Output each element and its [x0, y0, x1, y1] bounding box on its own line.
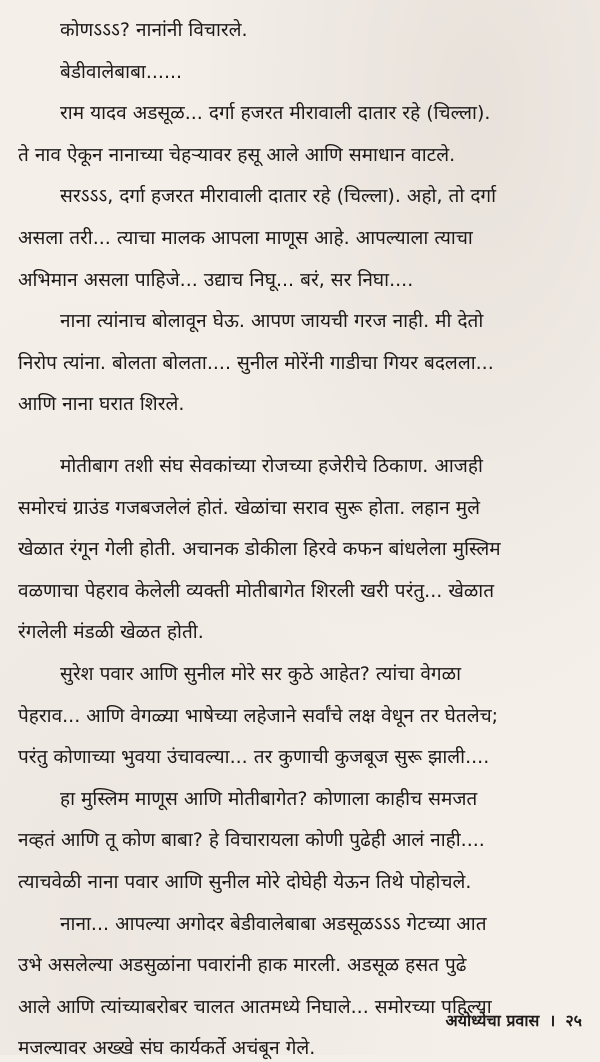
text-line-18: परंतु कोणाच्या भुवया उंचावल्या... तर कुणाची कुजबूज सुरू झाली.... — [18, 746, 490, 768]
page-footer — [446, 1010, 583, 1032]
text-line-22: नाना... आपल्या अगोदर बेडीवालेबाबा अडसूळऽऽऽ गेटच्या आत — [60, 913, 487, 935]
text-line-2: बेडीवालेबाबा...... — [60, 61, 183, 83]
text-line-23: उभे असलेल्या अडसुळांना पवारांनी हाक मारली. अडसूळ हसत पुढे — [18, 954, 467, 976]
text-line-21: त्याचवेळी नाना पवार आणि सुनील मोरे दोघेही येऊन तिथे पोहोचले. — [18, 871, 472, 893]
text-line-17: पेहराव... आणि वेगळ्या भाषेच्या लहेजाने सर्वांचे लक्ष वेधून तर घेतलेच; — [18, 705, 499, 727]
text-line-19: हा मुस्लिम माणूस आणि मोतीबागेत? कोणाला काहीच समजत — [60, 788, 478, 810]
text-line-16: सुरेश पवार आणि सुनील मोरे सर कुठे आहेत? त्यांचा वेगळा — [60, 663, 461, 685]
text-line-4: ते नाव ऐकून नानाच्या चेहऱ्यावर हसू आले आणि समाधान वाटले. — [18, 144, 456, 166]
page-number: २५ — [565, 1011, 582, 1030]
text-line-11: मोतीबाग तशी संघ सेवकांच्या रोजच्या हजेरीचे ठिकाण. आजही — [60, 455, 483, 477]
text-line-9: निरोप त्यांना. बोलता बोलता.... सुनील मोरेंनी गाडीचा गियर बदलला... — [18, 352, 494, 374]
text-line-15: रंगलेली मंडळी खेळत होती. — [18, 621, 204, 643]
text-line-12: समोरचं ग्राउंड गजबजलेलं होतं. खेळांचा सराव सुरू होता. लहान मुले — [18, 497, 480, 519]
text-line-1: कोणऽऽऽ? नानांनी विचारले. — [60, 19, 248, 41]
text-line-13: खेळात रंगून गेली होती. अचानक डोकीला हिरवे कफन बांधलेला मुस्लिम — [18, 538, 501, 560]
text-line-25: मजल्यावर अख्खे संघ कार्यकर्ते अचंबून गेले. — [18, 1037, 316, 1059]
text-line-24: आले आणि त्यांच्याबरोबर चालत आतमध्ये निघाले... समोरच्या पहिल्या — [18, 996, 492, 1018]
text-line-14: वळणाचा पेहराव केलेली व्यक्ती मोतीबागेत शिरली खरी परंतु... खेळात — [18, 580, 495, 602]
text-line-8: नाना त्यांनाच बोलावून घेऊ. आपण जायची गरज नाही. मी देतो — [60, 310, 484, 332]
text-line-10: आणि नाना घरात शिरले. — [18, 393, 185, 415]
book-title: अयोध्येचा प्रवास — [445, 1011, 540, 1030]
text-line-5: सरऽऽऽ, दर्गा हजरत मीरावाली दातार रहे (चिल्ला). अहो, तो दर्गा — [60, 185, 497, 207]
footer-separator: । — [549, 1011, 556, 1030]
text-line-6: असला तरी... त्याचा मालक आपला माणूस आहे. आपल्याला त्याचा — [18, 227, 473, 249]
text-line-7: अभिमान असला पाहिजे... उद्याच निघू... बरं, सर निघा.... — [18, 269, 414, 291]
text-line-3: राम यादव अडसूळ... दर्गा हजरत मीरावाली दातार रहे (चिल्ला). — [60, 102, 491, 124]
text-line-20: नव्हतं आणि तू कोण बाबा? हे विचारायला कोणी पुढेही आलं नाही.... — [18, 829, 485, 851]
